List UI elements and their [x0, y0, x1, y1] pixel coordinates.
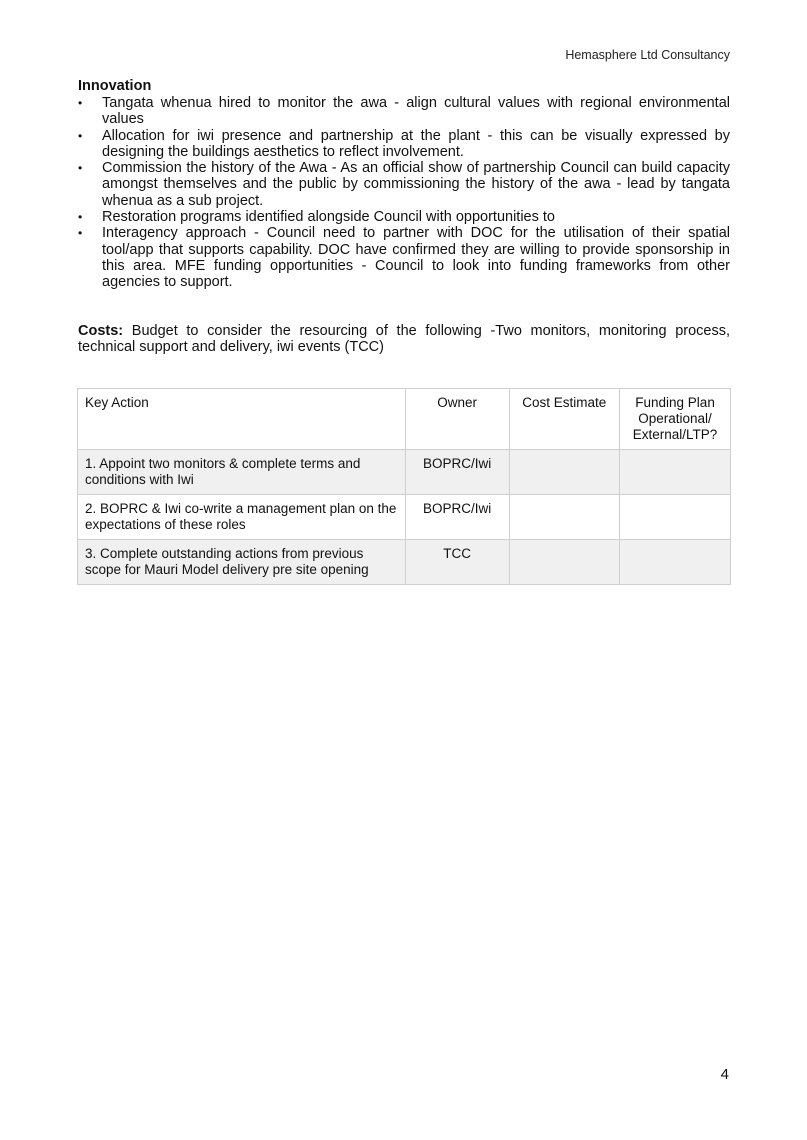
- header-company: Hemasphere Ltd Consultancy: [565, 48, 730, 62]
- innovation-list: [78, 95, 730, 291]
- page-number: 4: [720, 1066, 729, 1083]
- list-item-text: Tangata whenua hired to monitor the awa - align cultural values with regional environmental values: [102, 95, 730, 128]
- cell-owner: BOPRC/Iwi: [405, 494, 509, 539]
- cell-action: 3. Complete outstanding actions from previous scope for Mauri Model delivery pre site opening: [78, 539, 406, 584]
- page-content: [78, 78, 730, 585]
- cell-cost: [509, 449, 620, 494]
- table-row: [78, 449, 731, 494]
- list-item: [78, 209, 730, 225]
- header-owner: Owner: [405, 388, 509, 449]
- cell-cost: [509, 539, 620, 584]
- table-row: [78, 539, 731, 584]
- cell-owner: TCC: [405, 539, 509, 584]
- list-item-text: Interagency approach - Council need to partner with DOC for the utilisation of their spatial tool/app that supports capability. DOC have confirmed they are willing to provide sponsorship in this area. MFE funding opportunities - Council to look into funding frameworks from other agencies to support.: [102, 225, 730, 291]
- list-item: [78, 225, 730, 290]
- table-header-row: [78, 388, 731, 449]
- innovation-title: Innovation: [78, 78, 152, 94]
- key-action-table: [77, 388, 731, 585]
- header-key-action: Key Action: [78, 388, 406, 449]
- bullet-icon: •: [78, 161, 83, 176]
- cell-action: 2. BOPRC & Iwi co-write a management plan on the expectations of these roles: [78, 494, 406, 539]
- list-item: [78, 128, 730, 161]
- costs-label: Costs:: [78, 322, 124, 339]
- bullet-icon: •: [78, 210, 83, 225]
- cell-funding: [620, 494, 731, 539]
- bullet-icon: •: [78, 226, 83, 241]
- header-cost-estimate: Cost Estimate: [509, 388, 620, 449]
- cell-cost: [509, 494, 620, 539]
- bullet-icon: •: [78, 128, 83, 143]
- table-row: [78, 494, 731, 539]
- header-funding-plan: Funding Plan Operational/ External/LTP?: [620, 388, 731, 449]
- list-item-text: Restoration programs identified alongside Council with opportunities to: [102, 209, 555, 226]
- list-item: [78, 160, 730, 209]
- list-item-text: Allocation for iwi presence and partnership at the plant - this can be visually expressed by designing the buildings aesthetics to reflect involvement.: [102, 127, 730, 160]
- cell-action: 1. Appoint two monitors & complete terms and conditions with Iwi: [78, 449, 406, 494]
- list-item: [78, 95, 730, 128]
- costs-text: Budget to consider the resourcing of the following -Two monitors, monitoring process, technical support and delivery, iwi events (TCC): [78, 322, 730, 356]
- list-item-text: Commission the history of the Awa - As an official show of partnership Council can build capacity amongst themselves and the public by commissioning the history of the awa - lead by tangata whenua as a sub project.: [102, 160, 730, 209]
- costs-paragraph: [78, 323, 730, 356]
- bullet-icon: •: [78, 96, 83, 110]
- cell-owner: BOPRC/Iwi: [405, 449, 509, 494]
- cell-funding: [620, 539, 731, 584]
- cell-funding: [620, 449, 731, 494]
